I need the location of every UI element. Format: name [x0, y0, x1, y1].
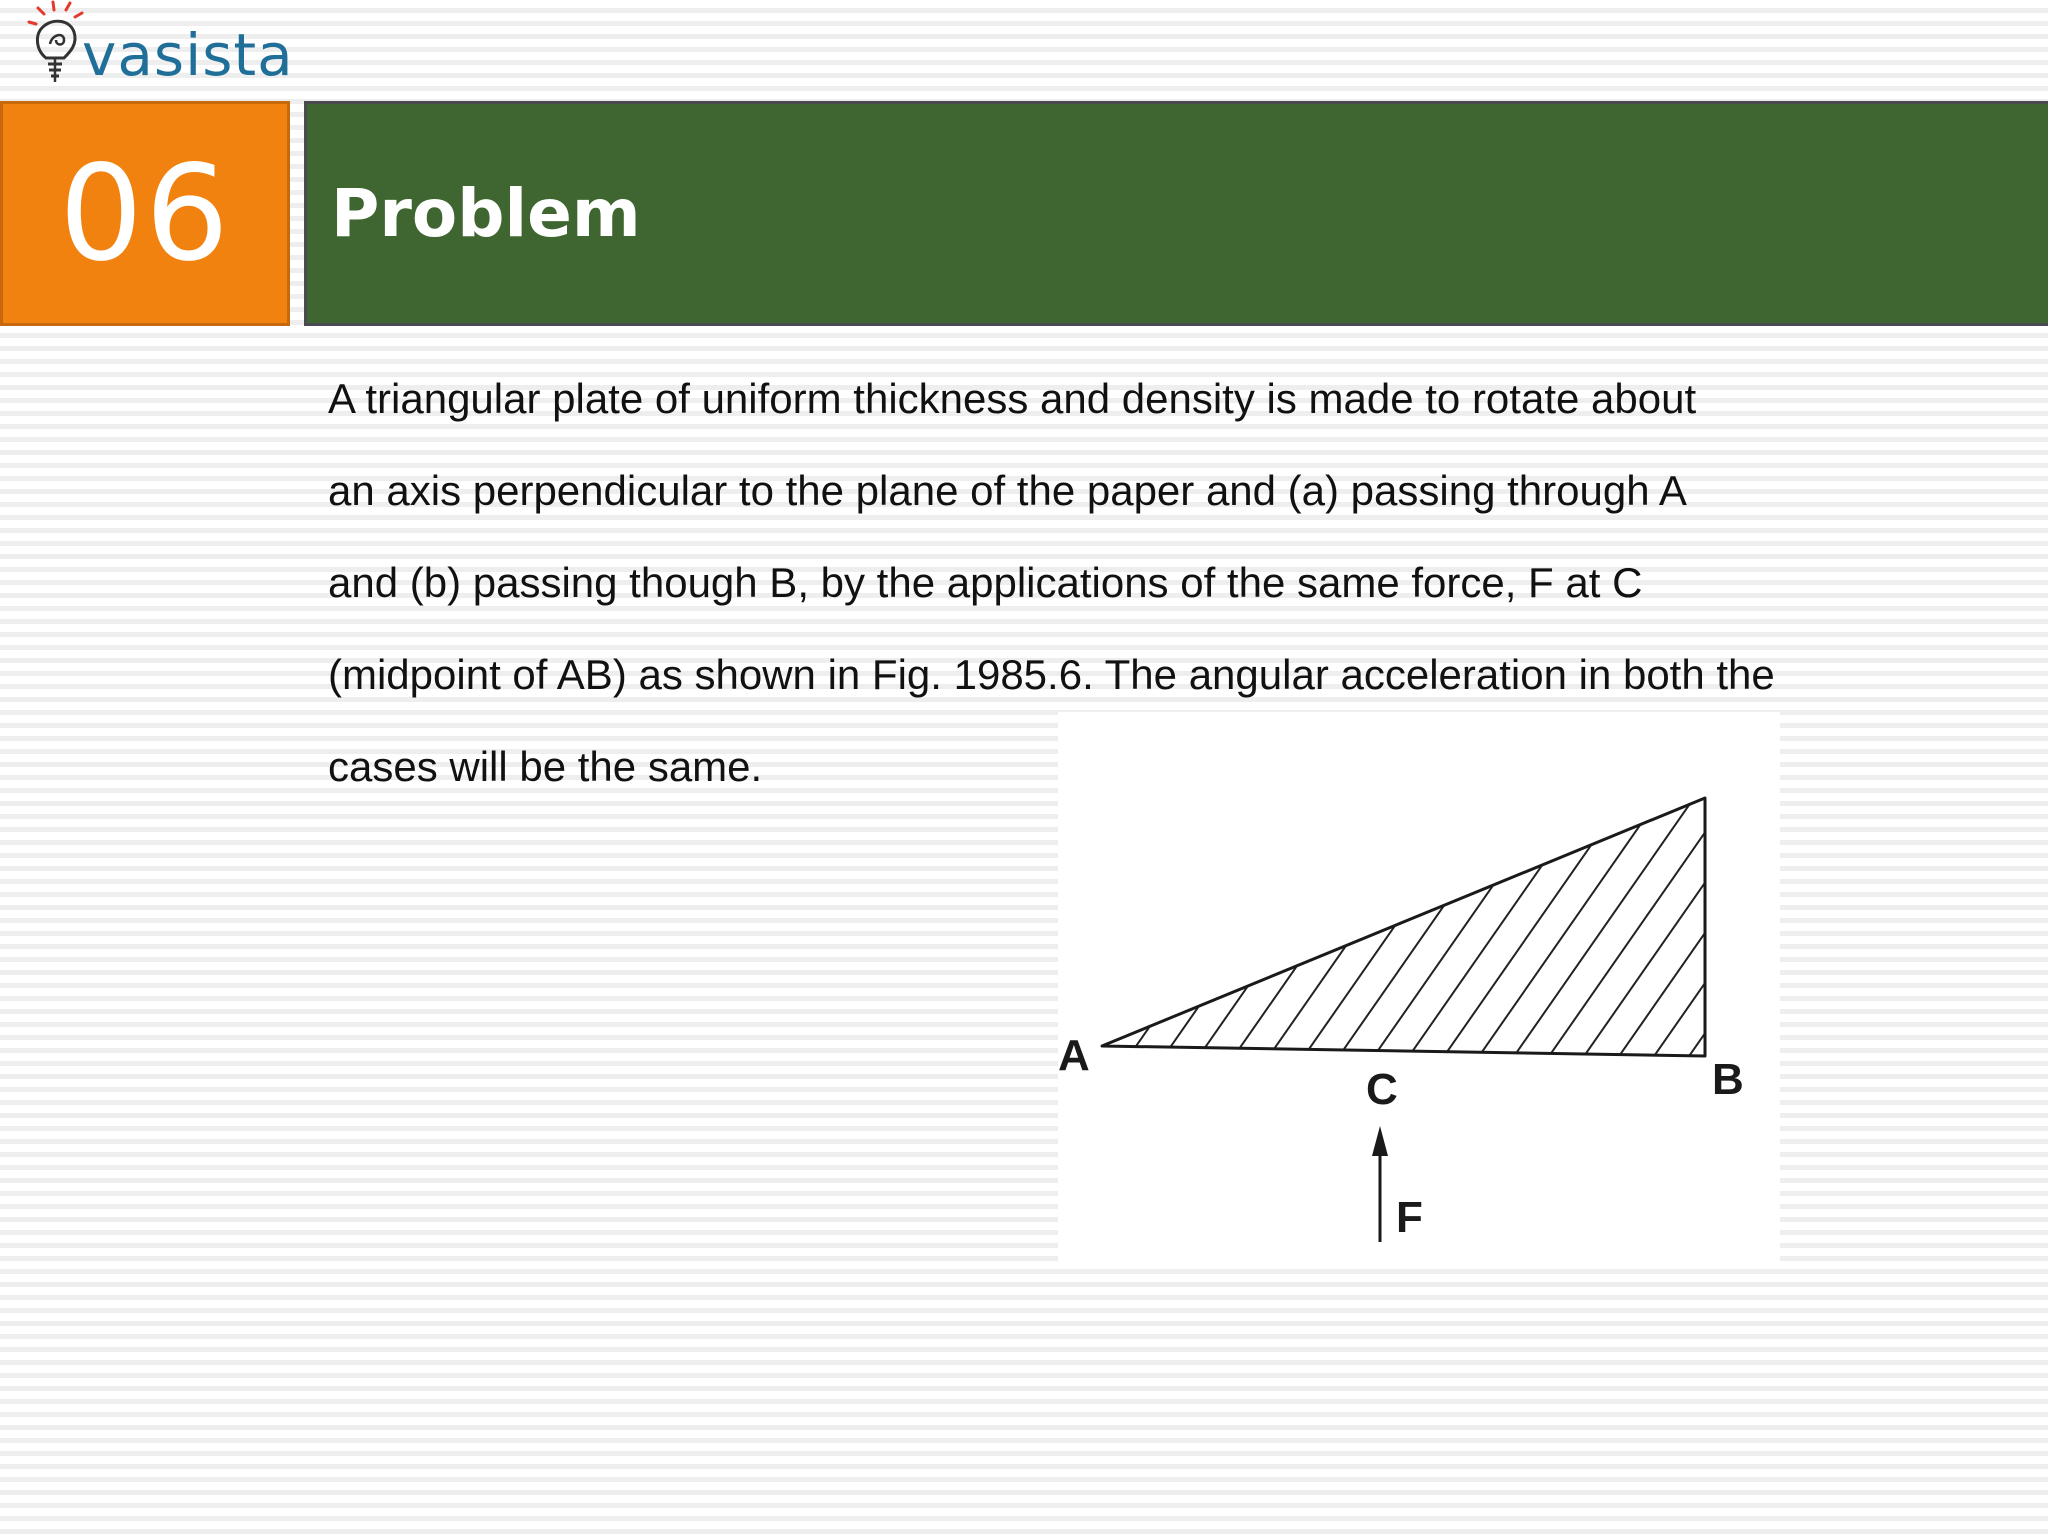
triangle-diagram	[1058, 712, 1780, 1268]
problem-statement: A triangular plate of uniform thickness and density is made to rotate about an axis perpendicular to the plane of the paper and (a) passing through A and (b) passing though B, by the applications of the same force, F at C (midpoint of AB) as shown in Fig. 1985.6. The angular acceleration in both the cases will be the same.	[328, 375, 1775, 790]
slide-number: 06	[59, 136, 231, 291]
triangle-figure	[1058, 712, 1780, 1268]
label-c: C	[1366, 1065, 1398, 1114]
vasista-logo	[22, 0, 292, 98]
label-b: B	[1712, 1055, 1744, 1104]
logo-text: vasista	[82, 21, 294, 89]
arrow-up-icon	[1372, 1126, 1388, 1242]
title-bar	[304, 101, 2048, 326]
triangle-outline	[1102, 798, 1705, 1056]
slide-title: Problem	[331, 174, 641, 252]
label-a: A	[1058, 1031, 1090, 1080]
triangle-hatching	[1118, 742, 1780, 1072]
slide-number-box	[0, 101, 290, 326]
label-f: F	[1396, 1193, 1423, 1242]
